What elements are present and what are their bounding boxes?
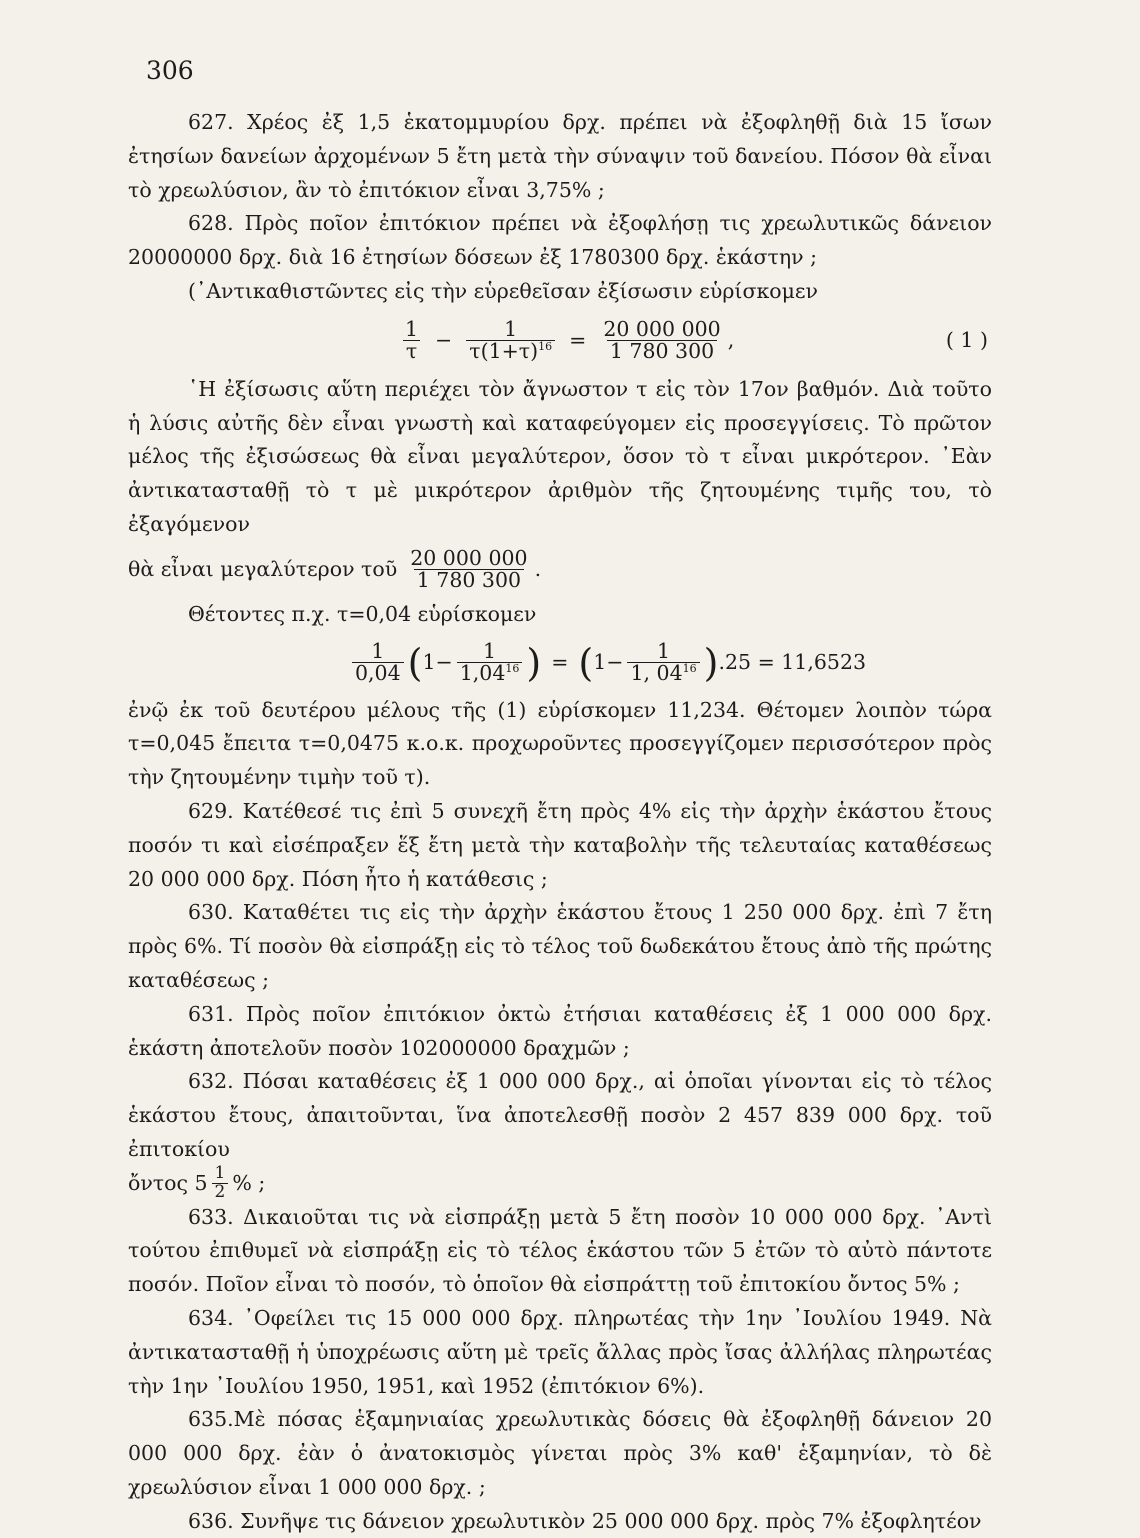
- right-paren-2: ): [703, 640, 719, 685]
- equals-sign: =: [569, 327, 587, 352]
- equation-1: [128, 309, 992, 373]
- numerator: 1: [371, 638, 385, 663]
- base: 1, 04: [630, 661, 683, 686]
- denominator: τ: [403, 340, 420, 363]
- base: τ(1+τ): [469, 339, 539, 364]
- left-paren: (: [407, 640, 423, 685]
- denominator: 0,04: [352, 662, 404, 685]
- fraction-loan-over-payment: [600, 316, 723, 364]
- exponent: 16: [682, 662, 697, 676]
- text-before-fraction: θὰ εἶναι μεγαλύτερον τοῦ: [128, 556, 398, 581]
- one-minus-2: 1−: [593, 649, 624, 674]
- problem-630: 630. Καταθέτει τις εἰς τὴν ἀρχὴν ἑκάστου ἔτους 1 250 000 δρχ. ἐπὶ 7 ἔτη πρὸς 6%. Τί ποσὸν θὰ εἰσπράξῃ εἰς τὸ τέλος τοῦ δωδεκάτου ἔτους ἀπὸ τῆς πρώτης καταθέσεως ;: [128, 900, 992, 992]
- denominator: 2: [212, 1183, 229, 1202]
- paragraph-substitution: Θέτοντες π.χ. τ=0,04 εὑρίσκομεν: [188, 601, 537, 626]
- one-minus: 1−: [422, 649, 453, 674]
- numerator: 20 000 000: [603, 316, 721, 341]
- page-text: [128, 106, 992, 1538]
- denominator: [457, 662, 523, 685]
- numerator: 1: [504, 316, 518, 341]
- comma: ,: [727, 327, 735, 352]
- equals-sign: =: [551, 649, 569, 674]
- denominator: [627, 662, 699, 685]
- exponent: 16: [538, 340, 553, 354]
- problem-636: 636. Συνῆψε τις δάνειον χρεωλυτικὸν 25 000 000 δρχ. πρὸς 7% ἐξοφλητέον: [188, 1508, 982, 1533]
- exponent: 16: [505, 662, 520, 676]
- denominator: [466, 340, 555, 363]
- denominator: 1 780 300: [607, 340, 717, 363]
- paragraph-solution: ῾Η ἐξίσωσις αὕτη περιέχει τὸν ἄγνωστον τ εἰς τὸν 17ον βαθμόν. Διὰ τοῦτο ἡ λύσις αὐτῆς δὲν εἶναι γνωστὴ καὶ καταφεύγομεν εἰς προσεγγίσεις. Τὸ πρῶτον μέλος τῆς ἐξισώσεως θὰ εἶναι μεγαλύτερον, ὅσον τὸ τ εἶναι μικρότερον. ᾿Εὰν ἀντικατασταθῇ τὸ τ μὲ μικρότερον ἀριθμὸν τῆς ζητουμένης τιμῆς του, τὸ ἐξαγόμενον: [128, 376, 992, 536]
- fraction-1-over-tau: [402, 316, 421, 364]
- page-number: 306: [146, 56, 194, 85]
- fraction-1-over-004: [352, 638, 404, 686]
- fraction-1-over-tau-poly: [466, 316, 555, 364]
- problem-635: 635.Μὲ πόσας ἑξαμηνιαίας χρεωλυτικὰς δόσεις θὰ ἐξοφληθῇ δάνειον 20 000 000 δρχ. ἐὰν ὁ ἀνατοκισμὸς γίνεται πρὸς 3% καθ' ἑξαμηνίαν, τὸ δὲ χρεωλύσιον εἶναι 1 000 000 δρχ. ;: [128, 1407, 992, 1499]
- numerator: 1: [483, 638, 497, 663]
- problem-632: 632. Πόσαι καταθέσεις ἐξ 1 000 000 δρχ., αἱ ὁποῖαι γίνονται εἰς τὸ τέλος ἑκάστου ἔτους, ἀπαιτοῦνται, ἵνα ἀποτελεσθῇ ποσὸν 2 457 839 000 δρχ. τοῦ ἐπιτοκίου: [128, 1069, 992, 1161]
- numerator: 1: [405, 316, 419, 341]
- problem-634: 634. ᾿Οφείλει τις 15 000 000 δρχ. πληρωτέας τὴν 1ην ᾿Ιουλίου 1949. Νὰ ἀντικατασταθῇ ἡ ὑποχρέωσις αὕτη μὲ τρεῖς ἄλλας πρὸς ἴσας ἀλλήλας πληρωτέας τὴν 1ην ᾿Ιουλίου 1950, 1951, καὶ 1952 (ἐπιτόκιον 6%).: [128, 1305, 992, 1398]
- rate-suffix: % ;: [232, 1170, 266, 1195]
- problem-628-hint: (᾿Αντικαθιστῶντες εἰς τὴν εὑρεθεῖσαν ἐξίσωσιν εὑρίσκομεν: [188, 278, 819, 303]
- right-paren: ): [526, 640, 542, 685]
- equation-3: [128, 632, 992, 694]
- problem-627: 627. Χρέος ἐξ 1,5 ἑκατομμυρίου δρχ. πρέπει νὰ ἐξοφληθῇ διὰ 15 ἴσων ἐτησίων δανείων ἀρχομένων 5 ἔτη μετὰ τὴν σύναψιν τοῦ δανείου. Πόσον θὰ εἶναι τὸ χρεωλύσιον, ἂν τὸ ἐπιτόκιον εἶναι 3,75% ;: [128, 110, 992, 202]
- problem-633: 633. Δικαιοῦται τις νὰ εἰσπράξῃ μετὰ 5 ἔτη ποσὸν 10 000 000 δρχ. ᾿Αντὶ τούτου ἐπιθυμεῖ νὰ εἰσπράξῃ εἰς τὸ τέλος ἑκάστου τῶν 5 ἐτῶν τὸ αὐτὸ πάντοτε ποσόν. Ποῖον εἶναι τὸ ποσόν, τὸ ὁποῖον θὰ εἰσπράττῃ τοῦ ἐπιτοκίου ὄντος 5% ;: [128, 1204, 992, 1297]
- minus-sign: −: [435, 327, 453, 352]
- paragraph-after-substitution: ἐνῷ ἐκ τοῦ δευτέρου μέλους τῆς (1) εὑρίσκομεν 11,234. Θέτομεν λοιπὸν τώρα τ=0,045 ἔπειτα τ=0,0475 κ.ο.κ. προχωροῦντες προσεγγίζομεν περισσότερον πρὸς τὴν ζητουμένην τιμὴν τοῦ τ).: [128, 697, 992, 790]
- rate-integer: ὄντος 5: [128, 1170, 208, 1195]
- period: .: [534, 556, 542, 581]
- fraction-1-over-104-16-b: [627, 638, 699, 686]
- problem-629: 629. Κατέθεσέ τις ἐπὶ 5 συνεχῆ ἔτη πρὸς 4% εἰς τὴν ἀρχὴν ἑκάστου ἔτους ποσόν τι καὶ εἰσέπραξεν ἕξ ἔτη μετὰ τὴν καταβολὴν τῆς τελευταίας καταθέσεως 20 000 000 δρχ. Πόση ἦτο ἡ κατάθεσις ;: [128, 798, 992, 891]
- problem-632-rate: [128, 1163, 266, 1203]
- rate-fraction-half: [212, 1165, 229, 1202]
- fraction-1-over-104-16: [457, 638, 523, 686]
- denominator: 1 780 300: [414, 569, 524, 592]
- numerator: 1: [214, 1163, 226, 1184]
- fraction-ratio: [407, 545, 530, 593]
- numerator: 1: [657, 638, 671, 663]
- base: 1,04: [459, 661, 506, 686]
- problem-631: 631. Πρὸς ποῖον ἐπιτόκιον ὀκτὼ ἐτήσιαι καταθέσεις ἐξ 1 000 000 δρχ. ἑκάστη ἀποτελοῦν ποσὸν 102000000 δραχμῶν ;: [128, 1001, 992, 1060]
- problem-628: 628. Πρὸς ποῖον ἐπιτόκιον πρέπει νὰ ἐξοφλήσῃ τις χρεωλυτικῶς δάνειον 20000000 δρχ. διὰ 16 ἐτησίων δόσεων ἐξ 1780300 δρχ. ἑκάστην ;: [128, 211, 992, 270]
- equation-result: .25 = 11,6523: [718, 649, 867, 674]
- left-paren-2: (: [578, 640, 594, 685]
- equation-label: ( 1 ): [945, 327, 988, 352]
- numerator: 20 000 000: [410, 545, 528, 570]
- equation-2-line: [128, 542, 992, 598]
